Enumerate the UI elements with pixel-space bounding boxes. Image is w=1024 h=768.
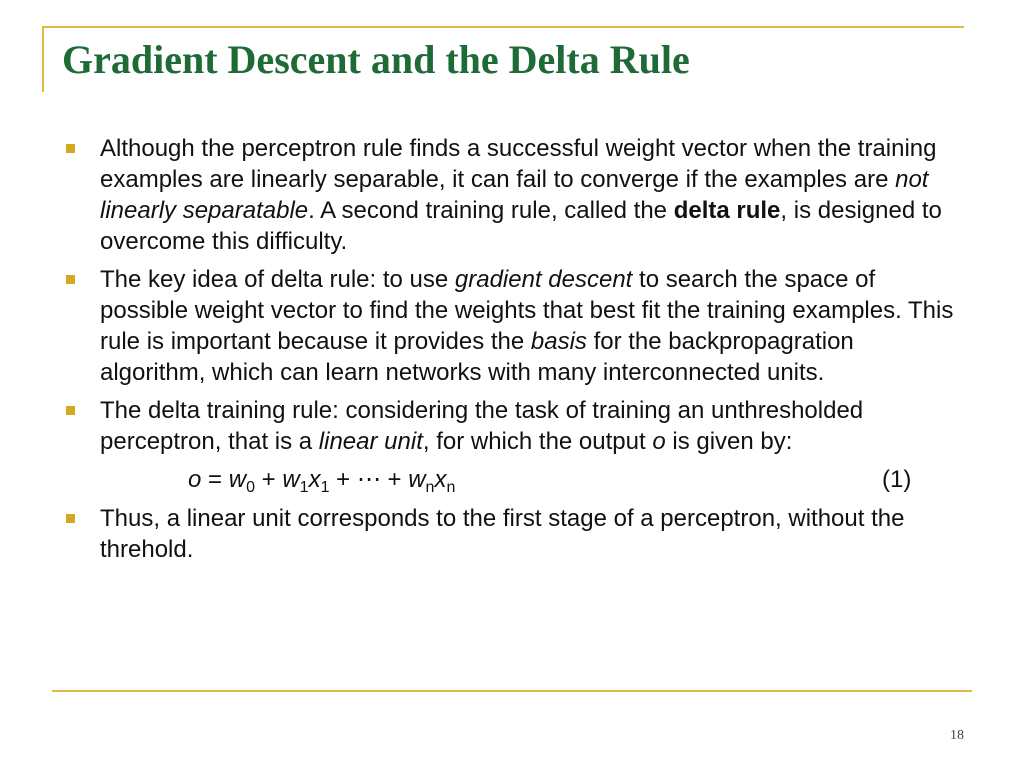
bullet-3-emphasis-a: linear unit xyxy=(318,428,423,455)
square-bullet-icon xyxy=(66,144,75,153)
bullet-2-text-a: The key idea of delta rule: to use xyxy=(100,266,455,293)
slide-content xyxy=(64,133,964,572)
eq-equals: = xyxy=(201,466,229,493)
page-number: 18 xyxy=(950,728,964,743)
eq-ellipsis: ⋯ xyxy=(356,466,381,493)
left-accent-line xyxy=(42,26,44,92)
equation-number: (1) xyxy=(882,466,912,493)
eq-sub-0: 0 xyxy=(246,479,255,496)
eq-x1: x xyxy=(308,466,321,493)
eq-sub-1b: 1 xyxy=(320,479,330,496)
bullet-2-emphasis-a: gradient descent xyxy=(454,266,633,293)
bullet-2-text-b: to search the space of possible weight vector to find the weights that best fit the training examples. This rule is important because it provides the xyxy=(100,266,954,355)
bullet-1-strong: delta rule xyxy=(673,197,781,224)
slide-title: Gradient Descent and the Delta Rule xyxy=(62,37,690,82)
eq-xn: x xyxy=(434,466,447,493)
bullet-1-text-b: . A second training rule, called the xyxy=(308,197,674,224)
square-bullet-icon xyxy=(66,275,75,284)
eq-w0: w xyxy=(228,466,247,493)
equation-expression xyxy=(188,464,455,495)
square-bullet-icon xyxy=(66,406,75,415)
bullet-3-text-c: is given by: xyxy=(665,428,793,455)
eq-sub-na: n xyxy=(425,479,435,496)
eq-sub-nb: n xyxy=(446,479,456,496)
square-bullet-icon xyxy=(66,514,75,523)
eq-plus-2: + xyxy=(329,466,357,493)
bullet-3-text-b: , for which the output xyxy=(422,428,653,455)
bullet-item-1 xyxy=(64,133,964,257)
eq-w1: w xyxy=(282,466,300,493)
bullet-item-4 xyxy=(64,503,964,565)
bullet-3-text-a: The delta training rule: considering the task of training an unthresholded perceptron, that is a xyxy=(100,397,864,455)
eq-plus-1: + xyxy=(254,466,283,493)
eq-sub-1a: 1 xyxy=(299,479,309,496)
bullet-item-3 xyxy=(64,395,964,457)
eq-wn: w xyxy=(408,466,426,493)
bullet-1-text-a: Although the perceptron rule finds a successful weight vector when the training examples are linearly separable, it can fail to converge if the examples are xyxy=(100,135,937,193)
bullet-4-text: Thus, a linear unit corresponds to the first stage of a perceptron, without the threhold. xyxy=(100,505,905,563)
bullet-2-text-c: for the backpropagration algorithm, which can learn networks with many interconnected units. xyxy=(100,328,854,386)
bullet-item-2 xyxy=(64,264,964,388)
eq-plus-3: + xyxy=(380,466,409,493)
bottom-accent-line xyxy=(52,690,972,692)
bullet-2-emphasis-b: basis xyxy=(530,328,587,355)
bullet-1-emphasis: not linearly separatable xyxy=(100,166,929,224)
top-accent-line xyxy=(42,26,964,28)
bullet-3-emphasis-b: o xyxy=(652,428,666,455)
bullet-1-text-c: , is designed to overcome this difficulty. xyxy=(100,197,942,255)
eq-output-o: o xyxy=(188,466,202,493)
equation-linear-unit xyxy=(64,464,964,496)
